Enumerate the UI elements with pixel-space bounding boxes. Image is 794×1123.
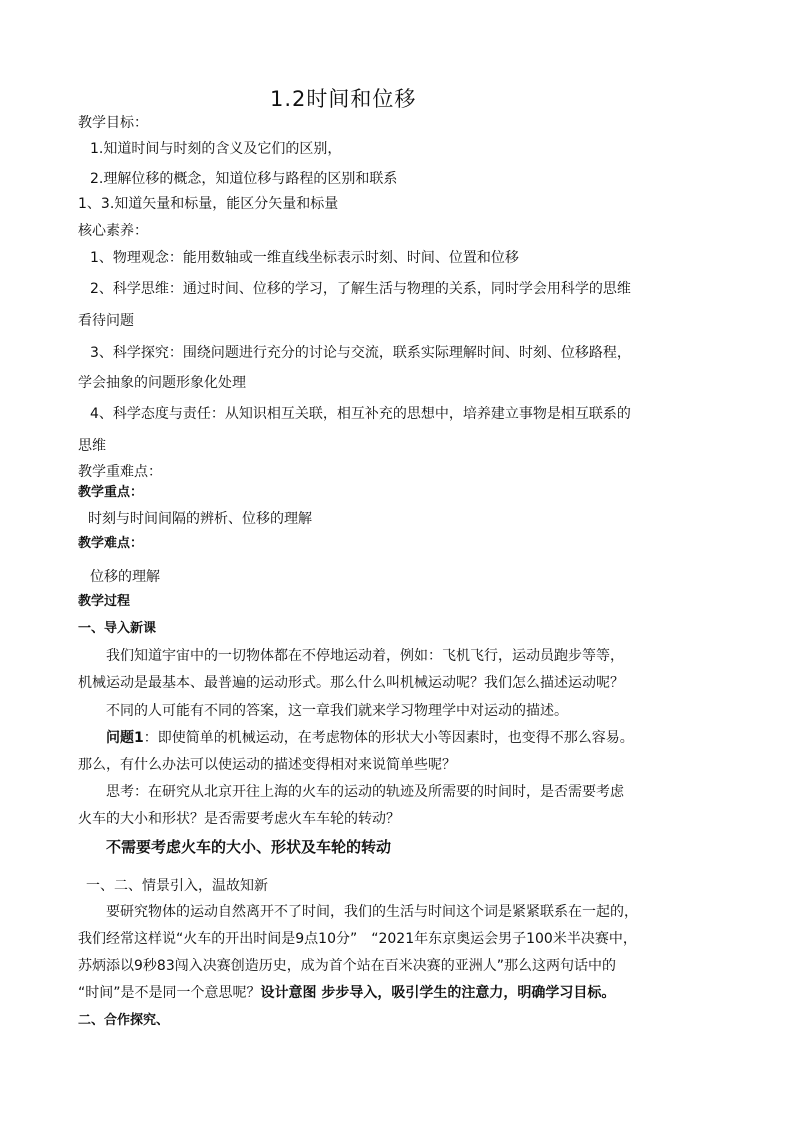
think-line-1: 思考：在研究从北京开往上海的火车的运动的轨迹及所需要的时间时，是否需要考虑 [106,784,624,800]
literacy-item-4-line-1: 4、科学态度与责任：从知识相互关联，相互补充的思想中，培养建立事物是相互联系的 [90,406,631,422]
process-heading: 教学过程 [78,594,131,609]
literacy-heading: 核心素养： [78,223,148,239]
page-title: 1.2时间和位移 [270,87,417,111]
section-1-heading: 一、导入新课 [78,621,157,636]
focus-heading: 教学重点： [78,485,144,500]
intro-paragraph-line-2: 机械运动是最基本、最普遍的运动形式。那么什么叫机械运动呢？我们怎么描述运动呢？ [78,675,624,691]
scene-paragraph-line-4 [78,984,615,1002]
scene-paragraph-question: “时间”是不是同一个意思呢？ [78,985,261,1001]
literacy-item-1: 1、物理观念：能用数轴或一维直线坐标表示时刻、时间、位置和位移 [90,250,519,266]
question-1-text: ：即使简单的机械运动，在考虑物体的形状大小等因素时，也变得不那么容易。 [143,730,634,746]
objectives-heading: 教学目标： [78,115,148,131]
objective-item-2: 2.理解位移的概念，知道位移与路程的区别和联系 [90,171,398,187]
intro-paragraph-line-1: 我们知道宇宙中的一切物体都在不停地运动着，例如：飞机飞行，运动员跑步等等， [106,648,624,664]
design-intent: 设计意图 步步导入，吸引学生的注意力，明确学习目标。 [260,985,616,1001]
keypoints-heading: 教学重难点： [78,464,162,480]
objective-item-3: 1、3.知道矢量和标量，能区分矢量和标量 [78,196,339,212]
literacy-item-4-line-2: 思维 [78,438,106,454]
focus-text: 时刻与时间间隔的辨析、位移的理解 [88,511,312,527]
objective-item-1: 1.知道时间与时刻的含义及它们的区别， [90,141,342,157]
question-1-label: 问题1 [106,730,144,746]
literacy-item-3-line-2: 学会抽象的问题形象化处理 [78,375,246,391]
question-1-line-2: 那么，有什么办法可以使运动的描述变得相对来说简单些呢？ [78,757,456,773]
think-line-2: 火车的大小和形状？是否需要考虑火车车轮的转动？ [78,811,400,827]
scene-paragraph-line-3: 苏炳添以9秒83闯入决赛创造历史，成为首个站在百米决赛的亚洲人”那么这两句话中的 [78,958,616,974]
section-3-heading: 二、合作探究、 [78,1013,170,1028]
literacy-item-2-line-1: 2、科学思维：通过时间、位移的学习，了解生活与物理的关系，同时学会用科学的思维 [90,281,631,297]
literacy-item-2-line-2: 看待问题 [78,313,134,329]
difficulty-heading: 教学难点： [78,536,144,551]
difficulty-text: 位移的理解 [90,569,160,585]
section-2-heading: 一、二、情景引入，温故知新 [86,878,268,894]
scene-paragraph-line-2: 我们经常这样说“火车的开出时间是9点10分” “2021年东京奥运会男子100米半决赛中， [78,931,637,947]
literacy-item-3-line-1: 3、科学探究：围绕问题进行充分的讨论与交流，联系实际理解时间、时刻、位移路程， [90,345,631,361]
intro-paragraph-2: 不同的人可能有不同的答案，这一章我们就来学习物理学中对运动的描述。 [106,703,568,719]
question-1-line-1 [106,729,634,747]
answer-text: 不需要考虑火车的大小、形状及车轮的转动 [106,838,392,856]
scene-paragraph-line-1: 要研究物体的运动自然离开不了时间，我们的生活与时间这个词是紧紧联系在一起的， [106,904,638,920]
